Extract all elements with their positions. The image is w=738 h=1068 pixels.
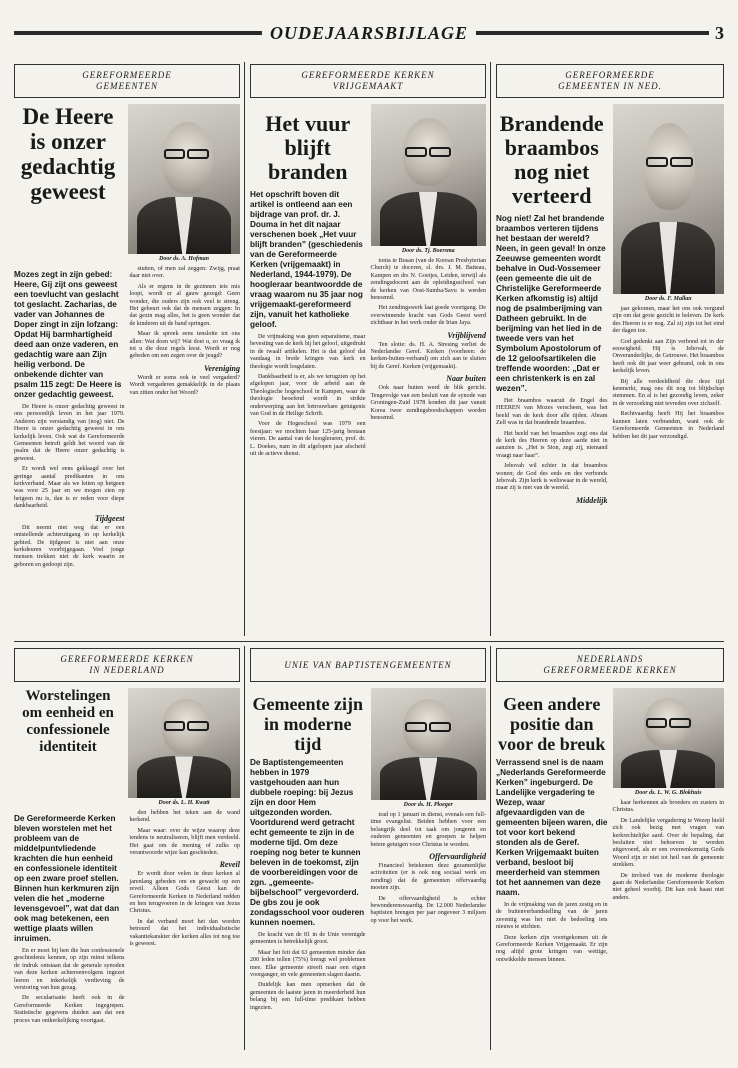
section-line: GEREFORMEERDE KERKEN bbox=[60, 654, 194, 664]
section-heading bbox=[14, 64, 240, 98]
page-header bbox=[14, 22, 724, 44]
article-paragraph: Ook naar buiten werd de blik gericht. Tengevolge van een besluit van de synode van Groningen-Zuid 1978 konden dit jaar vanuit Korea twee zendingsboodschappen worden benoemd. bbox=[370, 385, 486, 421]
headline: Gemeente zijn in moderne tijd bbox=[252, 694, 363, 754]
article-paragraph: De vrijmaking was geen separatisme, maar bevesting van de kerk bij het geloof, uitgedrukt in de twaalf artikelen. Het is dat geloof dat vandaag in brede kringen van kerk en theologie wordt losgelaten. bbox=[250, 334, 366, 370]
article-gereformeerde-gemeenten-in-ned bbox=[496, 64, 724, 634]
section-heading bbox=[250, 648, 486, 682]
headline: Worstelingen om eenheid en confessionele identiteit bbox=[22, 688, 114, 755]
section-line: NEDERLANDS bbox=[576, 654, 644, 664]
author-photo bbox=[371, 688, 487, 800]
article-gereformeerde-kerken-in-nederland bbox=[14, 648, 240, 1050]
article-paragraph: Het zendingswerk laat goede voortgang. De overwinnende kracht van Gods Geest werd zichtbaar in het werk onder de Irian Jaya. bbox=[370, 305, 486, 327]
article-paragraph: Deze kerken zijn voortgekomen uit de Gereformeerde Kerken Vrijgemaakt. Er zijn nog altijd grote kringen van wettige, ontwikkelde mensen binnen. bbox=[496, 934, 608, 963]
author-photo bbox=[613, 104, 725, 294]
headline: Brandende braambos nog niet verteerd bbox=[499, 111, 604, 208]
subheading: Offervaardigheid bbox=[429, 852, 486, 862]
article-lead: Nog niet! Zal het brandende braambos verteren tijdens het bestaan der wereld? Neen, in geen geval! In onze Zeeuwse gemeenten wordt behalve in Oud-Vossemeer (een gemeente die uit de Christelijke Gereformeerde Kerken afkomstig is) altijd nog de psalmberijming van Datheen gebruikt. In de berijming van het lied in de tweede vers van het Symbolum Apostolorum of de 12 geloofsartikelen die treffende woorden: „Dat er een christenkerk is en zal wezen”. bbox=[496, 214, 606, 393]
section-line: GEREFORMEERDE KERKEN bbox=[301, 70, 435, 80]
page-number: 3 bbox=[709, 22, 724, 44]
article-paragraph: kaar herkennen als broeders en zusters in Christus. bbox=[612, 800, 724, 814]
article-lead: Verrassend snel is de naam „Nederlands Gereformeerde Kerken” ingeburgerd. De Landelijke vergadering te Wezep, waar afgevaardigden van de gemeenten bijeen waren, die tot voor kort bekend stonden als de Geref. Kerken Vrijgemaakt buiten verband, besloot bij meerderheid van stemmen tot het aannemen van deze naam. bbox=[496, 758, 608, 897]
article-paragraph: In dat verband moet het dan worden betreurd dat het individualistische vakantiekarakter der kerken alles tot nog toe is geweest. bbox=[129, 918, 240, 948]
author-photo bbox=[128, 104, 240, 254]
article-lead: Mozes zegt in zijn gebed: Heere, Gij zijt ons geweest een toevlucht van geslacht tot geslacht. Zacharias, de vader van Johannes de Doper zingt in zijn lofzang: Opdat Hij barmhartigheid deed aan onze vaderen, en gedachtig ware aan Zijn heilig verbond. De onbekende dichter van psalm 115 zegt: De Heere is onzer gedachtig geweest. bbox=[14, 270, 122, 399]
section-line: GEREFORMEERDE bbox=[565, 70, 655, 80]
section-line: IN NEDERLAND bbox=[89, 665, 165, 675]
subheading: Middelijk bbox=[575, 495, 608, 505]
subheading: Naar buiten bbox=[446, 374, 486, 384]
section-heading bbox=[250, 64, 486, 98]
column-divider bbox=[490, 62, 491, 636]
column-divider bbox=[244, 646, 245, 1050]
headline: Geen andere positie dan voor de breuk bbox=[498, 694, 606, 754]
article-paragraph: Maar waar: over de wijze waarop deze tendens te neutraliseren, blijft men verdeeld. Het gaat om de mening of zulks op verantwoorde wijze kan geschieden. bbox=[129, 827, 240, 857]
photo-caption: Door ds. A. Hofman bbox=[159, 256, 209, 262]
section-heading bbox=[496, 64, 724, 98]
article-paragraph: God gedenkt aan Zijn verbond tot in der eeuwigheid. Hij is Jehovah, de Onveranderlijke, de Getrouwe. Het braambos heeft ook dit jaar weer gebrand, ook in ons kerkelijk leven. bbox=[612, 338, 724, 375]
subheading: Reveil bbox=[219, 860, 240, 870]
article-paragraph: Bij alle verdeeldheid die deze tijd kenmerkt, mag ons dit nog tot blijdschap stemmen. En al is het gezondig leven, zeker in de verzoeking niet tevreden over zichzelf. bbox=[612, 378, 724, 407]
headline: Het vuur blijft branden bbox=[265, 111, 351, 184]
author-photo bbox=[613, 688, 725, 788]
headline: De Heere is onzer gedachtig geweest bbox=[20, 104, 116, 204]
article-paragraph: Dit neemt niet weg dat er een ontstellende achteruitgang in op kerkelijk gebied. De tijdgeest is niet aan onze kerkdeuren voorbijgegaan. Veel jonge mensen trekken niet de kerk waarin ze geboren en gedoopt zijn. bbox=[14, 524, 125, 568]
article-gereformeerde-kerken-vrijgemaakt bbox=[250, 64, 486, 634]
article-nederlands-gereformeerde-kerken bbox=[496, 648, 724, 1050]
article-paragraph: Er wordt door velen in deze kerken al jarenlang gebeden om en gewacht op een reveil. Alleen Gods Geest kan de Gereformeerde Kerken in Nederland redden en hen terugvoeren in de kringen van Jezus Christus. bbox=[129, 871, 240, 915]
photo-caption: Door ds. L. W. G. Blokhuis bbox=[634, 790, 702, 796]
article-paragraph: In de vrijmaking van de jaren zestig en in de buitenverbandstelling van de jaren zeventig was het niet de bedoeling iets nieuws te stichten. bbox=[496, 902, 608, 931]
article-paragraph: Maar het feit dat 63 gemeenten minder dan 200 leden tellen (75%) brengt wel problemen mee. Elke gemeente streeft naar een eigen voorganger, en vele gemeenten slagen daarin. bbox=[250, 949, 366, 979]
section-line: GEMEENTEN IN NED. bbox=[558, 81, 662, 91]
article-paragraph: De secularisatie heeft ook in de Gereformeerde Kerken ingegrepen. Statistische gegevens duiden aan dat een proces van ontkerkelijking voortgaat. bbox=[14, 995, 125, 1024]
photo-caption: Door ds. F. Mallan bbox=[644, 296, 692, 302]
article-lead: De Baptistengemeenten hebben in 1979 vastgehouden aan hun dubbele roeping: bij Jezus zijn en door Hem uitgezonden worden. Voortdurend werd getracht echt gemeente te zijn in de moderne tijd. Om deze roeping nog beter te kunnen beleven in de toekomst, zijn de voorbereidingen voor de zgn. „gemeente-bijbelschool” vergevorderd. De gbs zou je ook zondagsschool voor ouderen kunnen noemen. bbox=[250, 758, 365, 927]
article-paragraph: Het beeld van het braambos zegt ons dat de kerk des Heeren op deze aarde niet in aanzien is. „Het is Sion, zegt zij, niemand vraagt naar haar”. bbox=[496, 430, 608, 459]
article-paragraph: De Landelijke vergadering te Wezep hield zich ook bezig met vragen van kerkrechtelijke aard. Over de bepaling, dat besluiten niet behoeven te worden uitgevoerd, als er een overeenkomstig Gods Woord zijn er niet tot heil van de gemeente strekken. bbox=[612, 817, 724, 869]
section-heading bbox=[496, 648, 724, 682]
section-line: UNIE VAN BAPTISTENGEMEENTEN bbox=[284, 659, 452, 670]
subheading: Tijdgeest bbox=[95, 513, 125, 523]
article-paragraph: Als er ergens in de gezinnen iets mis loopt, wordt er al gauw gezegd: Geen wonder, die ouders zijn ook veel te streng. Het gebeurt ook dat de mensen zeggen: In dat gezin mag alles, het is geen wonder dat de kinderen uit de band springen. bbox=[129, 283, 240, 327]
article-paragraph: Voor de Hogeschool was 1979 een feestjaar: we mochten haar 125-jarig bestaan vieren. De aantal van de hoogleraren, prof. dr. L. Doekes, nam in dit afgelopen jaar afscheid uit de actieve dienst. bbox=[250, 421, 366, 458]
article-paragraph: Duidelijk kan men opmerken dat de gemeenten de laatste jaren in meerderheid hun belang bij een full-time predikant hebben ingezien. bbox=[250, 982, 366, 1011]
article-paragraph: Financieel betekenen deze gezamenlijke activiteiten (er is ook nog sociaal werk en zending) dat de gemeenten offervaardig moeten zijn. bbox=[370, 863, 486, 892]
article-paragraph: jaar gekomen, maar het ons ook vergund zijn om dat grote gezicht te beleven. De kerk des Heeren is er nog. Zal zij zijn tot het eind der dagen toe. bbox=[612, 306, 724, 335]
column-divider bbox=[244, 62, 245, 636]
article-paragraph: trad op 1 januari in dienst, evenals een full-time evangelist. Beiden hebben voor een belangrijk deel tot taak om jongeren en ouderen gemeenten en groepen te helpen betere getuigen voor Christus te worden. bbox=[370, 812, 486, 848]
section-line: VRIJGEMAAKT bbox=[332, 81, 404, 91]
section-line: GEREFORMEERDE bbox=[82, 70, 172, 80]
subheading: Vrijblijvend bbox=[447, 330, 486, 340]
article-paragraph: den hebben het teken aan de wand herkend. bbox=[129, 810, 240, 824]
article-paragraph: Wordt er soms ook te veel vergaderd? Wordt vergaderen gemakkelijk in de plaats van zitten onder het Woord? bbox=[129, 374, 240, 396]
author-photo bbox=[371, 104, 487, 246]
article-paragraph: Dankbaarheid is er, als we terugzien op het afgelopen jaar, voor de arbeid aan de Theologische hogeschool in Kampen, waar de theologie beoefend wordt in strikte onderwerping aan het betrouwbare getuigenis van God in de Heilige Schrift. bbox=[250, 374, 366, 418]
article-lead: Het opschrift boven dit artikel is ontleend aan een bijdrage van prof. dr. J. Douma in het dit najaar verschenen boek „Het vuur blijft branden” (geschiedenis van de Gereformeerde Kerken (vrijgemaakt) in Nederland, 1944-1979). De hoogleraar beantwoordde de vraag waarom nu 35 jaar nog vrijgemaakt-gereformeerd zijn, vanuit het katholieke geloof. bbox=[250, 190, 363, 329]
column-divider bbox=[490, 646, 491, 1050]
article-paragraph: Ten slotte: ds. H. A. Stresing verliet de Nederlandse Geref. Kerken (voorheen: de kerken-buiten-verband) om zich aan te sluiten bij de Geref. Kerken (vrijgemaakt). bbox=[370, 341, 486, 370]
page-title: OUDEJAARSBIJLAGE bbox=[262, 22, 476, 44]
article-paragraph: Er wordt wel eens geklaagd over het geringe aantal predikanten in ons kerkverband. Maar als we letten op hetgeen was voor 25 jaar en we mogen zien op hetgeen nu is, dan is er reden voor diepe dankbaarheid. bbox=[14, 466, 125, 510]
article-lead: De Gereformeerde Kerken bleven worstelen met het probleem van de middelpuntvliedende krachten die hun eenheid en confessionele identiteit op een zware proef stellen. Binnen hun kerkmuren zijn velen die het „moderne levensgevoel”, wat dat dan ook mag betekenen, een wettige plaats willen inruimen. bbox=[14, 814, 120, 943]
author-photo bbox=[128, 688, 240, 798]
article-paragraph: De kracht van de 81 in de Unie verenigde gemeenten is betrekkelijk groot. bbox=[250, 932, 366, 946]
article-paragraph: Jehovah wil echter in dat braambos wonen; de God des eeds en des verbonds Jehovah. Zijn kerk is weliswaar in de wereld, maar zij is niet van de wereld. bbox=[496, 463, 608, 492]
article-paragraph: Maar ik spreek eens tenslotte tot ons allen: Wat doen wij? Wat doet u, zo vraag ik tot u die deze regels leest. Wordt er nog gebeden om een zegen over de jeugd? bbox=[129, 331, 240, 360]
photo-caption: Door ds. L. H. Kwatt bbox=[158, 800, 210, 806]
article-paragraph: De Heere is onzer gedachtig geweest in ons persoonlijk leven in het jaar 1979. Anderen zijn verstandig van (nog) niet. De Heere is onzer gedachtig geweest in ons kerkelijk leven. Ook wat de Gereformeerde Gemeenten betreft geldt het woord van de psalm dat de Heere onzer gedachtig is geweest. bbox=[14, 404, 125, 462]
article-unie-van-baptistengemeenten bbox=[250, 648, 486, 1050]
article-paragraph: stuiten, of men zal zeggen: Zwijg, praat daar niet over. bbox=[129, 266, 240, 280]
article-paragraph: De invloed van de moderne theologie gaan de Nederlandse Gereformeerde Kerken niet geheel voorbij. Dit kan ook haast niet anders. bbox=[612, 872, 724, 901]
subheading: Vereniging bbox=[203, 363, 240, 373]
section-line: GEREFORMEERDE KERKEN bbox=[543, 665, 677, 675]
article-paragraph: Het braambos waaruit de Engel des HEEREN van Mozes verscheen, was het beeld van de kerk door alle tijden. Abram Zelf was in dat brandende braambos. bbox=[496, 398, 608, 427]
section-line: GEMEENTEN bbox=[95, 81, 158, 91]
photo-caption: Door ds. H. Ploeger bbox=[403, 802, 453, 808]
article-gereformeerde-gemeenten bbox=[14, 64, 240, 634]
article-paragraph: De offervaardigheid is echter bewonderenswaardig. De 12.000 Nederlandse baptisten brengen per jaar ongeveer 3 miljoen op voor het werk. bbox=[370, 895, 486, 924]
row-divider bbox=[14, 641, 724, 642]
article-paragraph: tonia te Busan (van de Korean Presbyterian Church) te doceren, sl. drs. J. M. Batteau, Kampen en drs N. Goetjes, Leiden, terwijl als zendingsdocent aan de opleidingsschool van de kerken van Oost-Sumba/Savu is werden benoemd. bbox=[370, 258, 486, 302]
article-paragraph: Rechtvaardig heeft Hij het braambos kunnen laten verbranden, want ook de Gereformeerde Gemeenten in Nederland hebben het dit jaar verzondigd. bbox=[612, 411, 724, 440]
article-paragraph: En er moet bij hen die hun confessionele geschiedenis kennen, op zijn minst telkens de indruk ontstaan dat de generale synoden van deze kerken achtereenvolgens ingezet leeren en inkerkelijk verdieving de verstoring van hun gezag. bbox=[14, 948, 125, 992]
photo-caption: Door ds. Tj. Boersma bbox=[401, 248, 455, 254]
section-heading bbox=[14, 648, 240, 682]
